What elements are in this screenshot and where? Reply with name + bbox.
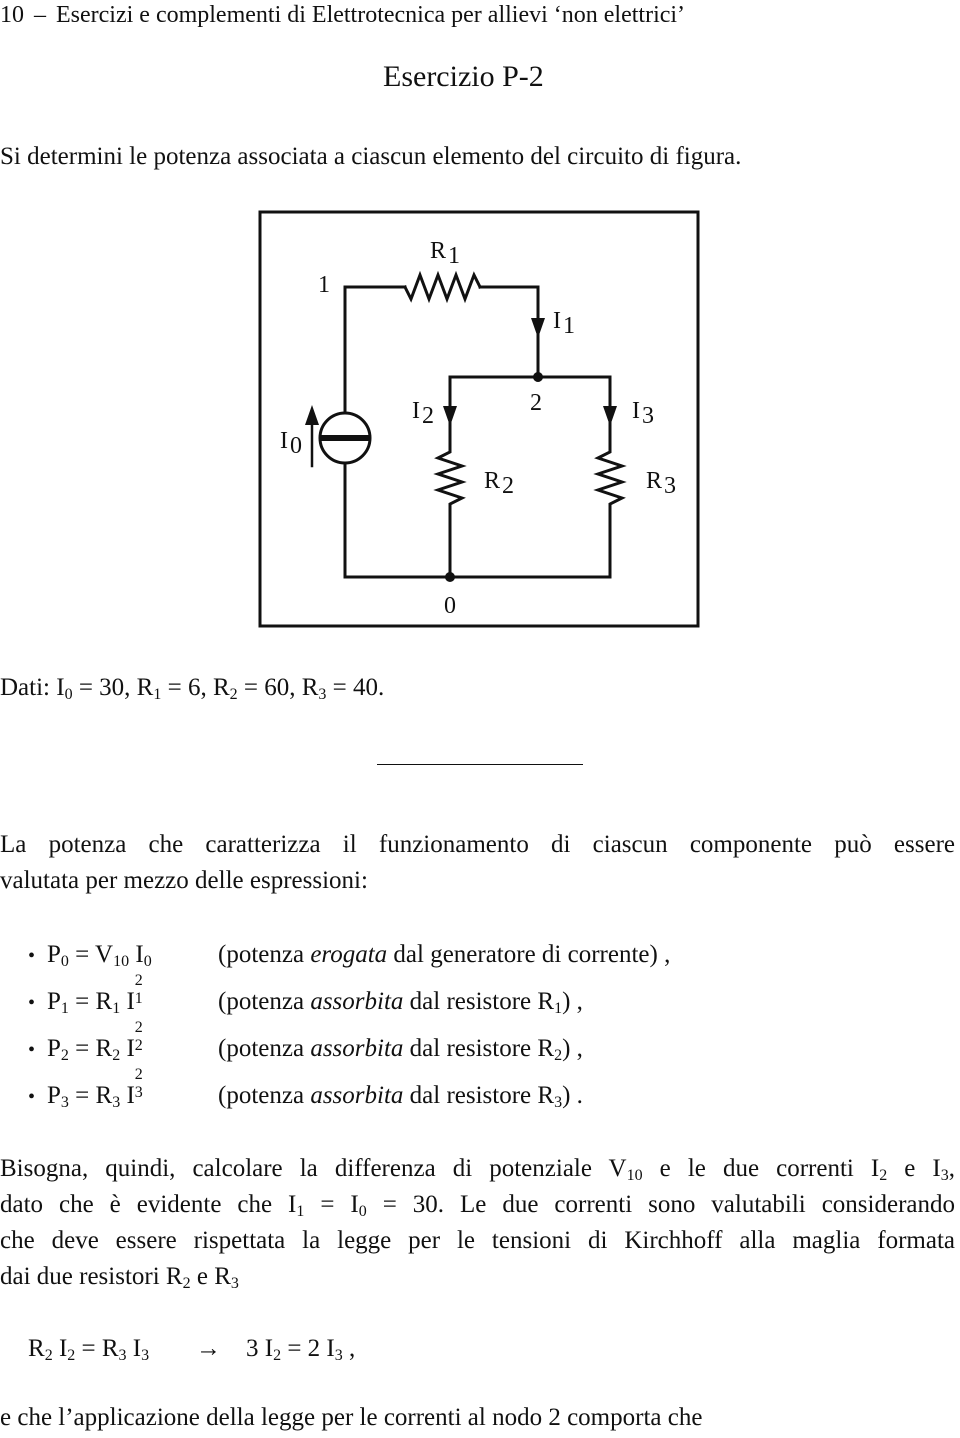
f3-sup: 2 <box>134 1066 143 1083</box>
resistor-r1 <box>405 275 480 299</box>
p1-s3: 3 <box>940 1167 949 1184</box>
r1-label <box>430 238 460 269</box>
f3-b: = R <box>68 1082 113 1109</box>
exercise-statement: Si determini le potenza associata a ciascun elemento del circuito di figura. <box>0 143 742 170</box>
eq-a: R <box>28 1335 45 1362</box>
p1-b: e le due correnti I <box>642 1155 880 1182</box>
r2-label <box>484 468 514 499</box>
kirchhoff-equation <box>28 1334 149 1364</box>
f1-supsub <box>134 972 145 1009</box>
f0-c: I <box>129 941 144 968</box>
f3-c: I <box>120 1082 135 1109</box>
f3-sub: 3 <box>134 1084 143 1101</box>
data-i0-sub: 0 <box>64 686 73 703</box>
implies-arrow: → <box>196 1335 221 1362</box>
node2-dot <box>533 372 543 382</box>
p4-s2: 3 <box>230 1275 239 1292</box>
node1-label: 1 <box>318 272 330 298</box>
f0-d: (potenza <box>218 941 311 968</box>
data-r3-sub: 3 <box>318 686 327 703</box>
eq-s2: 2 <box>67 1347 76 1364</box>
top-wire <box>345 287 405 377</box>
f1-d: (potenza <box>218 988 311 1015</box>
i3-sub: 3 <box>642 403 654 429</box>
f0-s2: 10 <box>113 953 130 970</box>
f3-em: assorbita <box>310 1082 404 1109</box>
formula-p0 <box>47 940 152 970</box>
circuit-diagram <box>0 200 960 630</box>
i2-letter: I <box>412 398 420 424</box>
f1-b: = R <box>68 988 113 1015</box>
formula-p1 <box>47 972 145 1017</box>
intro-line-1: La potenza che caratterizza il funzionamento di ciascun componente può essere <box>0 831 955 858</box>
data-r1-value: = 6, R <box>161 674 230 701</box>
eq-b: I <box>52 1335 68 1362</box>
bullet-1: • <box>28 992 36 1014</box>
f3-supsub <box>134 1066 145 1103</box>
wire-r3-bottom <box>345 510 610 577</box>
f2-s4: 2 <box>554 1047 563 1064</box>
eq-e: 3 I <box>246 1335 274 1362</box>
eq-f: = 2 I <box>281 1335 335 1362</box>
r1-letter: R <box>430 238 447 264</box>
f3-f: ) . <box>562 1082 583 1109</box>
i0-label <box>280 428 302 459</box>
p4-b: e R <box>190 1263 231 1290</box>
f2-s2: 2 <box>112 1047 121 1064</box>
r2-letter: R <box>484 468 501 494</box>
para-line-2 <box>0 1190 955 1220</box>
bullet-3: • <box>28 1086 36 1108</box>
p2-s1: 1 <box>296 1203 305 1220</box>
i1-sub: 1 <box>563 313 575 339</box>
f2-supsub <box>134 1019 145 1056</box>
eq-s4: 3 <box>141 1347 150 1364</box>
i3-letter: I <box>632 398 640 424</box>
i1-arrow-icon <box>531 318 545 338</box>
f0-s3: 0 <box>143 953 152 970</box>
f3-d: (potenza <box>218 1082 311 1109</box>
page-number: 10 <box>0 2 24 28</box>
node2-label: 2 <box>530 390 542 416</box>
i0-arrow-icon <box>305 405 319 425</box>
eq-s6: 3 <box>334 1347 343 1364</box>
data-r2-value: = 60, R <box>237 674 319 701</box>
f2-d: (potenza <box>218 1035 311 1062</box>
f0-s1: 0 <box>60 953 69 970</box>
i2-sub: 2 <box>422 403 434 429</box>
intro-line-2: valutata per mezzo delle espressioni: <box>0 867 368 894</box>
eq-d: I <box>126 1335 142 1362</box>
f2-a: P <box>47 1035 61 1062</box>
formula-p2-note <box>218 1034 583 1064</box>
r3-sub: 3 <box>664 473 677 499</box>
resistor-r3 <box>598 442 622 510</box>
p1-d: , <box>948 1155 956 1182</box>
f0-b: = V <box>68 941 114 968</box>
eq-s3: 3 <box>118 1347 127 1364</box>
eq-g: , <box>342 1335 356 1362</box>
eq-c: = R <box>75 1335 119 1362</box>
bullet-0: • <box>28 945 36 967</box>
r3-letter: R <box>646 468 663 494</box>
i3-arrow-icon <box>603 406 617 426</box>
i1-letter: I <box>553 308 561 334</box>
running-header <box>0 0 685 30</box>
f3-s2: 3 <box>112 1094 121 1111</box>
f0-a: P <box>47 941 61 968</box>
final-line: e che l’applicazione della legge per le correnti al nodo 2 comporta che <box>0 1404 703 1431</box>
data-line <box>0 673 384 703</box>
separator-rule <box>377 764 583 765</box>
p4-a: dai due resistori R <box>0 1263 183 1290</box>
f2-sub: 2 <box>134 1037 143 1054</box>
f1-em: assorbita <box>310 988 404 1015</box>
f1-sub: 1 <box>134 990 143 1007</box>
p1-s2: 2 <box>879 1167 888 1184</box>
p1-c: e I <box>887 1155 941 1182</box>
r1-sub: 1 <box>448 243 461 269</box>
eq-s1: 2 <box>44 1347 53 1364</box>
f1-s2: 1 <box>112 1000 121 1017</box>
f1-s1: 1 <box>60 1000 69 1017</box>
para-line-3: che deve essere rispettata la legge per le tensioni di Kirchhoff alla maglia formata <box>0 1227 955 1254</box>
formula-p0-note <box>218 940 670 970</box>
p4-s1: 2 <box>182 1275 191 1292</box>
wire-to-node2 <box>480 287 538 377</box>
p2-c: = 30. Le due correnti sono valutabili considerando <box>366 1191 955 1218</box>
formula-p3 <box>47 1066 145 1111</box>
para-line-4 <box>0 1262 239 1292</box>
formula-p2 <box>47 1019 145 1064</box>
p2-b: = I <box>304 1191 359 1218</box>
exercise-title: Esercizio P-2 <box>383 60 544 93</box>
current-ratio-equation <box>246 1334 355 1364</box>
f3-a: P <box>47 1082 61 1109</box>
r2-sub: 2 <box>502 473 515 499</box>
i2-label <box>412 398 434 429</box>
r3-label <box>646 468 676 499</box>
f2-s1: 2 <box>60 1047 69 1064</box>
f1-e: dal resistore R <box>403 988 555 1015</box>
data-prefix: Dati: I <box>0 674 65 701</box>
bullet-2: • <box>28 1039 36 1061</box>
header-dash: – <box>34 2 46 28</box>
p2-a: dato che è evidente che I <box>0 1191 297 1218</box>
f2-e: dal resistore R <box>403 1035 555 1062</box>
resistor-r2 <box>438 440 462 510</box>
i2-arrow-icon <box>443 406 457 426</box>
f0-e: dal generatore di corrente) , <box>387 941 671 968</box>
f2-c: I <box>120 1035 135 1062</box>
f1-s4: 1 <box>554 1000 563 1017</box>
f3-s1: 3 <box>60 1094 69 1111</box>
running-title: Esercizi e complementi di Elettrotecnica per allievi ‘non elettrici’ <box>56 2 686 28</box>
f1-f: ) , <box>562 988 583 1015</box>
p2-s2: 0 <box>358 1203 367 1220</box>
formula-p1-note <box>218 987 583 1017</box>
f2-sup: 2 <box>134 1019 143 1036</box>
i0-sub: 0 <box>290 433 302 459</box>
data-r2-sub: 2 <box>229 686 238 703</box>
eq-s5: 2 <box>273 1347 282 1364</box>
f3-e: dal resistore R <box>403 1082 555 1109</box>
p1-a: Bisogna, quindi, calcolare la differenza di potenziale V <box>0 1155 627 1182</box>
f1-sup: 2 <box>134 972 143 989</box>
i1-label <box>553 308 575 339</box>
f2-b: = R <box>68 1035 113 1062</box>
f1-a: P <box>47 988 61 1015</box>
f2-f: ) , <box>562 1035 583 1062</box>
f3-s4: 3 <box>554 1094 563 1111</box>
data-r3-value: = 40. <box>326 674 385 701</box>
node0-dot <box>445 572 455 582</box>
f1-c: I <box>120 988 135 1015</box>
i3-label <box>632 398 654 429</box>
node0-label: 0 <box>444 593 456 619</box>
data-i0-value: = 30, R <box>72 674 154 701</box>
i0-letter: I <box>280 428 288 454</box>
data-r1-sub: 1 <box>153 686 162 703</box>
f2-em: assorbita <box>310 1035 404 1062</box>
formula-p3-note <box>218 1081 583 1111</box>
para-line-1 <box>0 1154 955 1184</box>
f0-em: erogata <box>310 941 388 968</box>
p1-s1: 10 <box>626 1167 643 1184</box>
